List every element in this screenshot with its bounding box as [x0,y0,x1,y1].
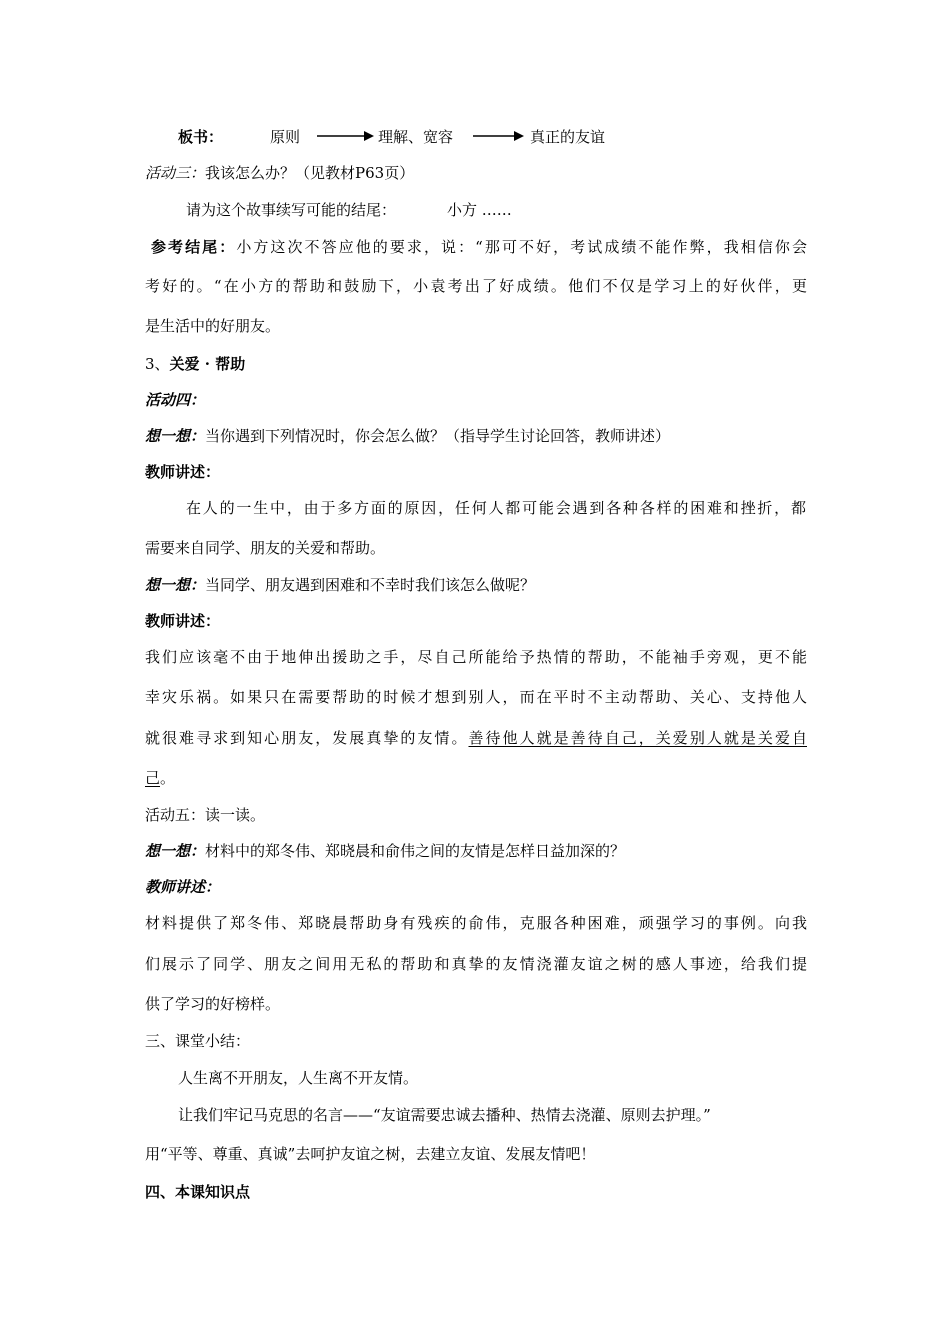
section3-heading [145,354,815,374]
teacher1-label: 教师讲述： [145,463,221,481]
teacher2-line-2: 幸灾乐祸。如果只在需要帮助的时候才想到别人，而在平时不主动帮助、关心、支持他人 [145,688,807,706]
reference-text-1: 小方这次不答应他的要求，说：“那可不好，考试成绩不能作弊，我相信你会 [236,238,807,256]
activity5-think [145,841,815,861]
activity5-think-label: 想一想： [145,842,206,860]
summary-title: 三、课堂小结： [145,1032,251,1050]
section3-title: 关爱 · 帮助 [169,355,246,373]
activity4-title: 活动四： [145,391,206,409]
think1-label: 想一想： [145,427,206,445]
activity5-line-1: 材料提供了郑冬伟、郑晓晨帮助身有残疾的俞伟，克服各种困难，顽强学习的事例。向我 [145,914,807,932]
think2-text: 当同学、朋友遇到困难和不幸时我们该怎么做呢？ [205,576,536,594]
teacher1-line-1: 在人的一生中，由于多方面的原因，任何人都可能会遇到各种各样的困难和挫折，都 [186,499,806,517]
knowledge-title: 四、本课知识点 [145,1183,251,1201]
activity5-think-text: 材料中的郑冬伟、郑晓晨和俞伟之间的友情是怎样日益加深的？ [205,842,626,860]
reference-line-3: 是生活中的好朋友。 [145,317,281,335]
activity5-title: 活动五：读一读。 [145,806,266,824]
summary-line-3: 用“平等、尊重、真诚”去呵护友谊之树，去建立友谊、发展友情吧！ [145,1145,596,1163]
reference-label: 参考结尾： [151,238,237,256]
section3-number: 3、 [145,355,170,373]
teacher2-line-1: 我们应该毫不由于地伸出援助之手，尽自己所能给予热情的帮助，不能袖手旁观，更不能 [145,648,807,666]
teacher2-label: 教师讲述： [145,612,221,630]
activity3-title: 活动三： [145,164,206,182]
reference-line-2: 考好的。“在小方的帮助和鼓励下，小袁考出了好成绩。他们不仅是学习上的好伙伴，更 [145,277,807,295]
activity3-text: 我该怎么办？（见教材P63页） [205,164,415,182]
teacher2-line-3-plain: 就很难寻求到知心朋友，发展真挚的友情。 [145,729,469,747]
board-label: 板书： [178,128,224,146]
teacher2-emphasis: 善待他人就是善待自己，关爱别人就是关爱自 [468,729,807,747]
board-step-3: 真正的友谊 [530,128,606,146]
arrow-right-icon [473,128,525,144]
teacher2-line-4 [145,768,815,788]
teacher2-line-4-end: 。 [160,769,176,787]
activity3-prompt-text: 请为这个故事续写可能的结尾： [186,201,397,219]
teacher2-emphasis-end: 己 [145,769,161,787]
activity3-prompt-name: 小方 …… [447,201,512,219]
activity3-prompt [186,200,856,220]
activity4-think1 [145,426,815,446]
reference-line-1 [151,237,807,257]
summary-line-2: 让我们牢记马克思的名言——“友谊需要忠诚去播种、热情去浇灌、原则去护理。” [178,1106,711,1124]
board-step-1: 原则 [270,128,301,146]
arrow-right-icon [317,128,375,144]
teacher2-line-3 [145,728,807,748]
think1-text: 当你遇到下列情况时，你会怎么做？（指导学生讨论回答，教师讲述） [205,427,671,445]
activity4-think2 [145,575,815,595]
think2-label: 想一想： [145,576,206,594]
activity5-teacher-label: 教师讲述： [145,878,221,896]
activity5-line-3: 供了学习的好榜样。 [145,995,281,1013]
summary-line-1: 人生离不开朋友，人生离不开友情。 [178,1069,419,1087]
teacher1-line-2: 需要来自同学、朋友的关爱和帮助。 [145,539,386,557]
activity3-line [145,163,815,183]
activity5-line-2: 们展示了同学、朋友之间用无私的帮助和真挚的友情浇灌友谊之树的感人事迹，给我们提 [145,955,807,973]
board-step-2: 理解、宽容 [378,128,454,146]
